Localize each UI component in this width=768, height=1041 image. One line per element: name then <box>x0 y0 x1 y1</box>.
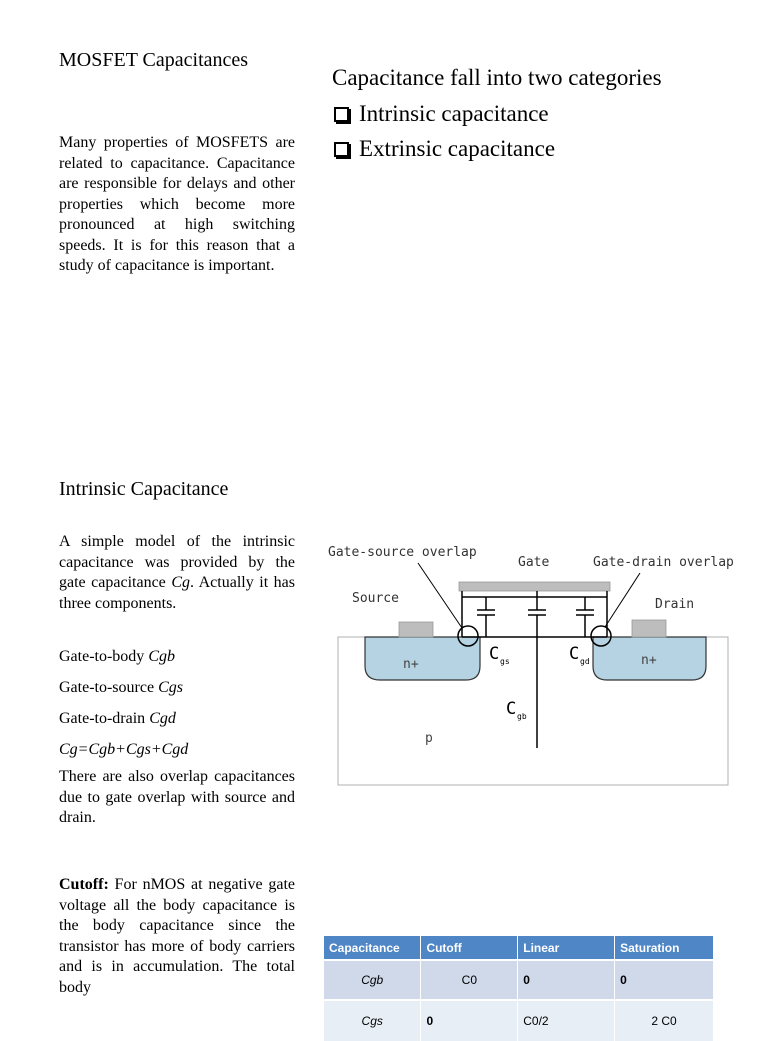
gate-source-overlap-label: Gate-source overlap <box>328 545 477 560</box>
column-header: Linear <box>518 936 615 960</box>
drain-contact <box>632 620 666 637</box>
table-cell: 0 <box>421 1000 518 1041</box>
drain-label: Drain <box>655 597 695 612</box>
cgs-subscript: gs <box>500 657 510 666</box>
cgd-subscript: gd <box>580 657 590 666</box>
gate-drain-overlap-label: Gate-drain overlap <box>593 555 734 570</box>
component-label: Gate-to-body <box>59 648 145 665</box>
column-header: Capacitance <box>324 936 421 960</box>
component-gate-drain <box>59 709 176 729</box>
cgb-symbol: Cgb <box>148 648 175 665</box>
table-row <box>324 1000 714 1041</box>
source-contact <box>399 622 433 637</box>
table-cell: Cgb <box>324 960 421 1000</box>
table-header-row <box>324 936 714 960</box>
cgb-label: C <box>506 699 517 719</box>
mosfet-capacitance-diagram <box>320 538 750 793</box>
category-item-extrinsic <box>332 135 555 163</box>
source-diffusion <box>365 637 480 680</box>
column-header: Saturation <box>615 936 714 960</box>
table-cell: C0 <box>421 960 518 1000</box>
cgd-symbol: Cgd <box>149 710 176 727</box>
component-label: Gate-to-source <box>59 679 155 696</box>
cgs-symbol: Cgs <box>158 679 183 696</box>
category-label: Intrinsic capacitance <box>359 101 549 126</box>
page-title: MOSFET Capacitances <box>59 49 249 71</box>
category-item-intrinsic <box>332 100 549 128</box>
component-gate-body <box>59 647 175 667</box>
intro-paragraph: Many properties of MOSFETS are related to capacitance. Capacitance are responsible for delays and other properties which become more pronounced at high switching speeds. It is for this reason that a study of capacitance is important. <box>59 134 295 274</box>
cgs-label: C <box>489 644 500 664</box>
model-text-2: . Actually it has three components. <box>59 574 295 612</box>
cutoff-text: For nMOS at negative gate voltage all the body capacitance is the body capacitance since the transistor has more of body carriers and is in accumulation. The total body <box>59 876 295 996</box>
capacitance-table <box>324 936 714 1041</box>
table-cell: 0 <box>518 960 615 1000</box>
component-gate-source <box>59 678 183 698</box>
table-cell: 0 <box>615 960 714 1000</box>
cutoff-label: Cutoff: <box>59 876 109 893</box>
table-cell: C0/2 <box>518 1000 615 1041</box>
section-title-intrinsic: Intrinsic Capacitance <box>59 478 229 500</box>
model-text: A simple model of the intrinsic capacitance was provided by the gate capacitance <box>59 533 295 591</box>
checkbox-bullet-icon <box>334 142 349 157</box>
overlap-paragraph: There are also overlap capacitances due to gate overlap with source and drain. <box>59 768 295 826</box>
category-label: Extrinsic capacitance <box>359 136 556 161</box>
p-substrate-label: p <box>425 731 433 746</box>
table-cell: 2 C0 <box>615 1000 714 1041</box>
model-paragraph <box>59 532 295 614</box>
checkbox-bullet-icon <box>334 107 349 122</box>
capacitor-cgs-icon <box>477 597 495 637</box>
capacitor-cgd-icon <box>576 597 594 637</box>
categories-heading: Capacitance fall into two categories <box>332 65 662 90</box>
source-label: Source <box>352 591 399 606</box>
cutoff-paragraph <box>59 875 295 998</box>
table-cell: Cgs <box>324 1000 421 1041</box>
n-plus-source-label: n+ <box>403 657 419 672</box>
cgd-label: C <box>569 644 580 664</box>
n-plus-drain-label: n+ <box>641 653 657 668</box>
component-label: Gate-to-drain <box>59 710 146 727</box>
capacitance-equation: Cg=Cgb+Cgs+Cgd <box>59 741 189 758</box>
table-row <box>324 960 714 1000</box>
cg-symbol: Cg <box>171 574 190 591</box>
column-header: Cutoff <box>421 936 518 960</box>
gate-label: Gate <box>518 555 550 570</box>
cgb-subscript: gb <box>517 712 527 721</box>
gate-electrode <box>459 582 610 591</box>
